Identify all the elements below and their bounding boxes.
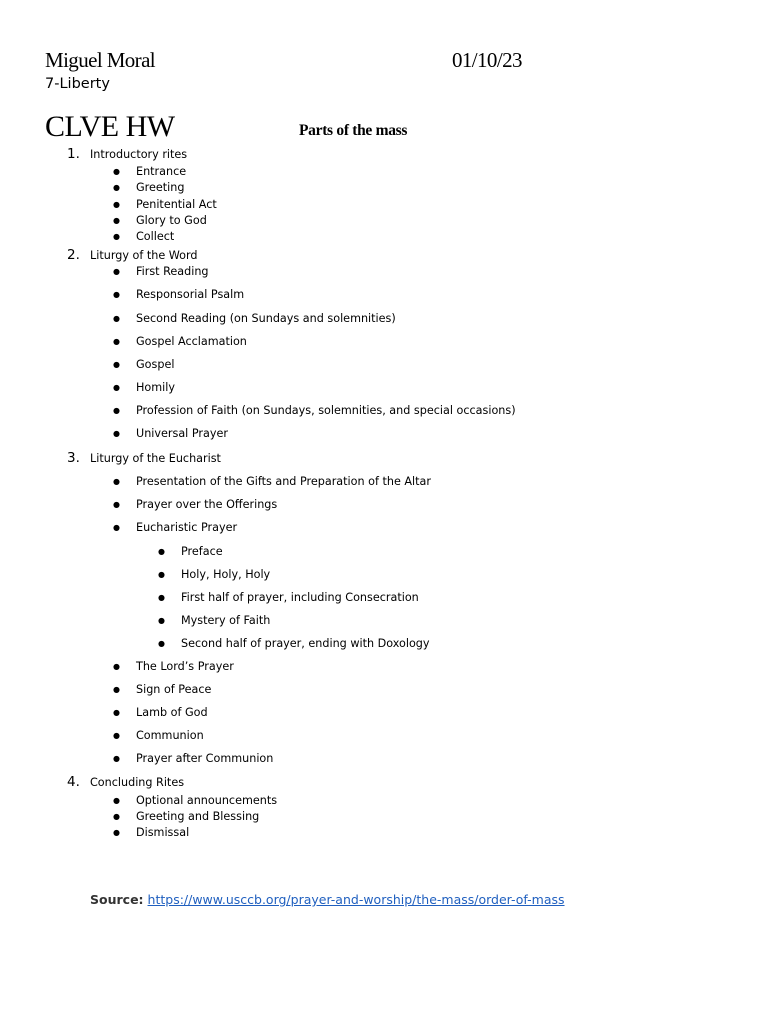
bullet-icon: ● [113, 290, 120, 299]
bullet-icon: ● [113, 216, 120, 225]
bullet-icon: ● [113, 383, 120, 392]
list-item: Greeting [136, 181, 185, 194]
student-name: Miguel Moral [45, 48, 156, 72]
bullet-icon: ● [113, 200, 120, 209]
bullet-icon: ● [113, 754, 120, 763]
sub-list-item: Mystery of Faith [181, 614, 271, 627]
section-title: Introductory rites [90, 148, 188, 161]
bullet-icon: ● [113, 167, 120, 176]
list-item: Eucharistic Prayer [136, 521, 238, 534]
list-item: Responsorial Psalm [136, 288, 245, 301]
bullet-icon: ● [113, 731, 120, 740]
sub-list-item: Preface [181, 545, 223, 558]
sub-list-item: First half of prayer, including Consecration [181, 591, 419, 604]
list-item: Presentation of the Gifts and Preparation of the Altar [136, 475, 432, 488]
list-item: Communion [136, 729, 204, 742]
bullet-icon: ● [113, 314, 120, 323]
list-item: Prayer after Communion [136, 752, 274, 765]
assignment-title: CLVE HW [45, 110, 175, 143]
list-item: Second Reading (on Sundays and solemnities) [136, 312, 396, 325]
list-item: Gospel Acclamation [136, 335, 247, 348]
bullet-icon: ● [113, 828, 120, 837]
list-item: Universal Prayer [136, 427, 228, 440]
bullet-icon: ● [113, 708, 120, 717]
bullet-icon: ● [113, 662, 120, 671]
bullet-icon: ● [113, 406, 120, 415]
bullet-icon: ● [113, 360, 120, 369]
bullet-icon: ● [113, 685, 120, 694]
list-item: Glory to God [136, 214, 207, 227]
bullet-icon: ● [158, 593, 165, 602]
list-item: Prayer over the Offerings [136, 498, 278, 511]
bullet-icon: ● [113, 429, 120, 438]
list-item: Lamb of God [136, 706, 208, 719]
bullet-icon: ● [113, 267, 120, 276]
bullet-icon: ● [158, 570, 165, 579]
list-item: Entrance [136, 165, 187, 178]
sub-list-item: Second half of prayer, ending with Doxology [181, 637, 430, 650]
section-number: 1. [67, 146, 80, 162]
bullet-icon: ● [158, 616, 165, 625]
section-number: 4. [67, 774, 80, 790]
bullet-icon: ● [113, 500, 120, 509]
class-name: 7-Liberty [45, 76, 110, 92]
source-line [90, 892, 565, 907]
section-title: Liturgy of the Eucharist [90, 452, 221, 465]
list-item: First Reading [136, 265, 209, 278]
list-item: Sign of Peace [136, 683, 212, 696]
list-item: Penitential Act [136, 198, 217, 211]
bullet-icon: ● [113, 183, 120, 192]
date: 01/10/23 [452, 48, 522, 72]
bullet-icon: ● [113, 812, 120, 821]
bullet-icon: ● [113, 232, 120, 241]
bullet-icon: ● [113, 477, 120, 486]
section-title: Liturgy of the Word [90, 249, 198, 262]
page-title: Parts of the mass [299, 122, 408, 139]
bullet-icon: ● [113, 337, 120, 346]
bullet-icon: ● [113, 796, 120, 805]
source-link[interactable]: https://www.usccb.org/prayer-and-worship/the-mass/order-of-mass [147, 892, 565, 907]
sub-list-item: Holy, Holy, Holy [181, 568, 271, 581]
bullet-icon: ● [113, 523, 120, 532]
list-item: Dismissal [136, 826, 190, 839]
section-number: 2. [67, 247, 80, 263]
bullet-icon: ● [158, 639, 165, 648]
list-item: Profession of Faith (on Sundays, solemnities, and special occasions) [136, 404, 516, 417]
list-item: Homily [136, 381, 175, 394]
list-item: Optional announcements [136, 794, 278, 807]
source-label: Source: [90, 892, 144, 907]
bullet-icon: ● [158, 547, 165, 556]
section-title: Concluding Rites [90, 776, 185, 789]
list-item: Collect [136, 230, 175, 243]
list-item: Gospel [136, 358, 175, 371]
section-number: 3. [67, 450, 80, 466]
list-item: The Lord’s Prayer [136, 660, 234, 673]
list-item: Greeting and Blessing [136, 810, 260, 823]
